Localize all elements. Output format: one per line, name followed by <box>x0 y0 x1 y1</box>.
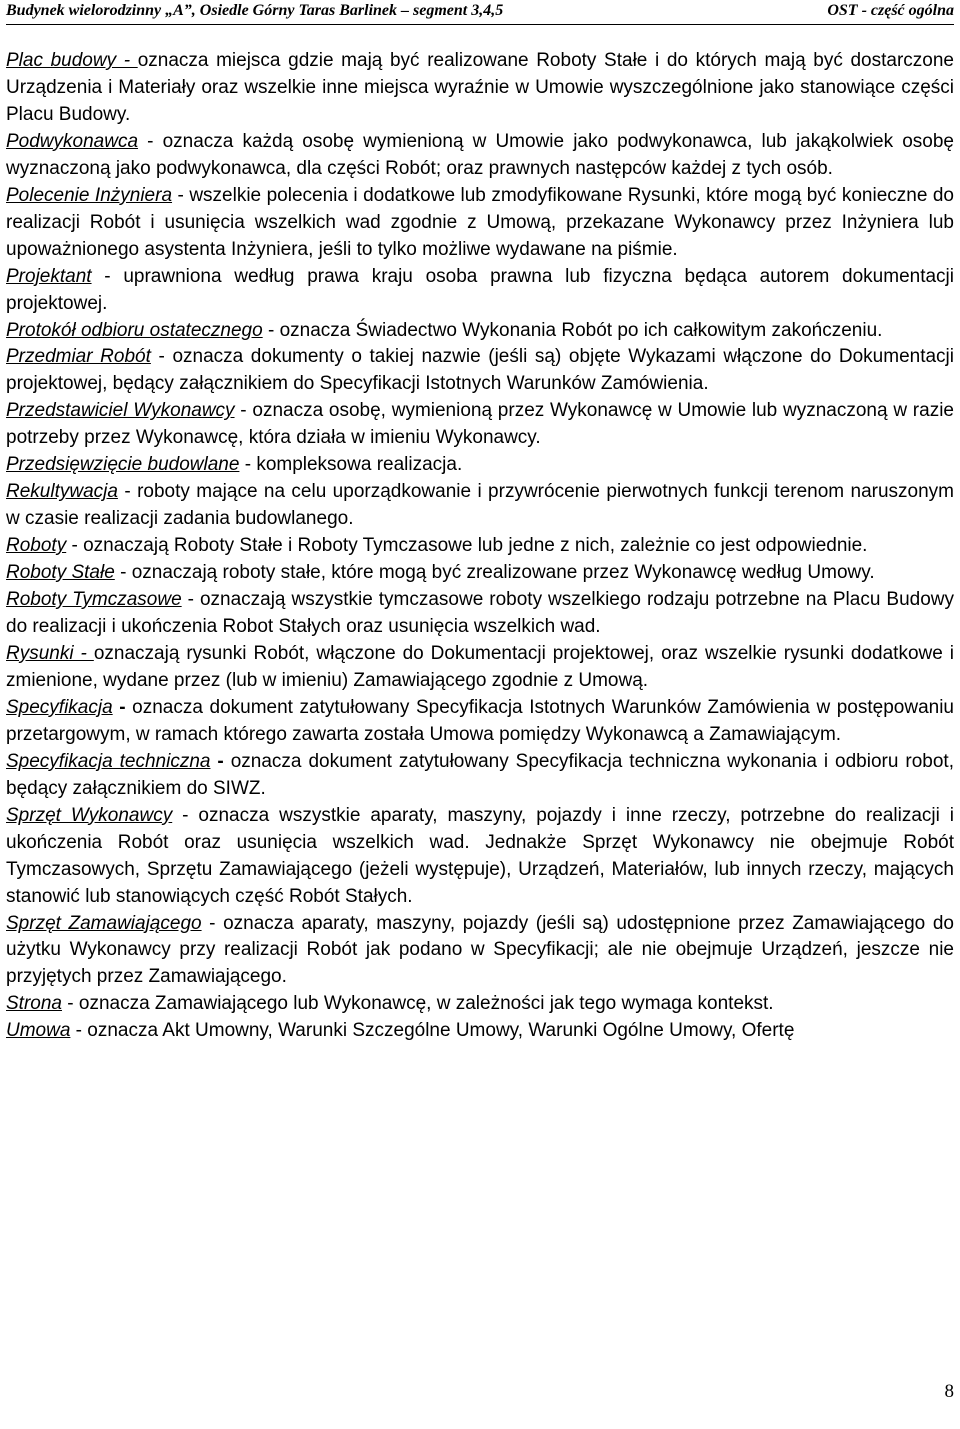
definition-podwykonawca <box>6 129 954 183</box>
definition-text: uprawniona według prawa kraju osoba prawna lub fizyczna będąca autorem dokumentacji projektowej. <box>6 265 954 314</box>
definition-term: Strona <box>6 993 62 1015</box>
definition-specyfikacja <box>6 695 954 749</box>
definition-term: Projektant <box>6 265 92 287</box>
page-number: 8 <box>944 1381 954 1402</box>
definition-separator: - <box>66 535 84 557</box>
definition-rysunki <box>6 641 954 695</box>
definition-term: Rekultywacja <box>6 481 118 503</box>
definition-term: Sprzęt Wykonawcy <box>6 804 173 826</box>
definition-term: Przedstawiciel Wykonawcy <box>6 400 235 422</box>
definition-separator: - <box>70 1020 88 1042</box>
definition-separator: - <box>114 562 132 584</box>
definition-text: kompleksowa realizacja. <box>256 454 463 476</box>
definition-text: oznaczają roboty stałe, które mogą być zrealizowane przez Wykonawcę według Umowy. <box>131 562 875 584</box>
definition-separator: - <box>150 346 173 368</box>
definition-separator: - <box>91 265 124 287</box>
definition-term: Przedsięwzięcie budowlane <box>6 454 240 476</box>
definition-sprzet-zamawiajacego <box>6 911 954 992</box>
definition-text: oznacza każdą osobę wymienioną w Umowie jako podwykonawca, lub jakąkolwiek osobę wyznaczoną jako podwykonawca, dla części Robót; oraz prawnych następców każdej z tych osób. <box>6 130 954 179</box>
definition-text: oznacza Zamawiającego lub Wykonawcę, w zależności jak tego wymaga kontekst. <box>78 993 774 1015</box>
definition-separator: - <box>234 400 253 422</box>
definition-text: oznaczają rysunki Robót, włączone do Dokumentacji projektowej, oraz wszelkie rysunki dodatkowe i zmienione, wydane przez (lub w imieniu) Zamawiającego zgodnie z Umową. <box>6 642 954 691</box>
definition-term: Rysunki - <box>6 642 94 664</box>
definition-strona <box>6 991 954 1018</box>
definition-text: oznacza dokumenty o takiej nazwie (jeśli są) objęte Wykazami włączone do Dokumentacji projektowej, będący załącznikiem do Specyfikacji Istotnych Warunków Zamówienia. <box>6 346 954 395</box>
definition-separator: - <box>172 184 190 206</box>
definition-text: oznacza wszystkie aparaty, maszyny, pojazdy i inne rzeczy, potrzebne do realizacji i ukończenia Robót oraz usunięcia wszelkich wad. Jednakże Sprzęt Wykonawcy nie obejmuje Robót Tymczasowych, Sprzętu Zamawiającego (jeżeli występuje), Urządzeń, Materiałów, lub innych rzeczy, mających stanowić lub stanowiących część Robót Stałych. <box>6 804 954 907</box>
definition-text: wszelkie polecenia i dodatkowe lub zmodyfikowane Rysunki, które mogą być konieczne do realizacji Robót i usunięcia wszelkich wad zgodnie z Umową, przekazane Wykonawcy przez Inżyniera lub upoważnionego asystenta Inżyniera, jeśli to tylko możliwe wydawane na piśmie. <box>6 184 954 260</box>
definition-separator: - <box>112 696 133 718</box>
definition-separator: - <box>181 589 200 611</box>
definition-text: oznacza dokument zatytułowany Specyfikacja techniczna wykonania i odbioru robot, będący załącznikiem do SIWZ. <box>6 750 954 799</box>
definition-term: Roboty Tymczasowe <box>6 589 182 611</box>
definition-separator: - <box>239 454 257 476</box>
definition-roboty-stale <box>6 560 954 587</box>
definition-text: oznaczają Roboty Stałe i Roboty Tymczasowe lub jedne z nich, zależnie co jest odpowiednie. <box>83 535 868 557</box>
definition-term: Podwykonawca <box>6 130 139 152</box>
definition-polecenie-inzyniera <box>6 183 954 264</box>
definition-text: oznacza Świadectwo Wykonania Robót po ich całkowitym zakończeniu. <box>279 319 883 341</box>
definition-specyfikacja-techniczna <box>6 749 954 803</box>
definition-umowa <box>6 1018 954 1045</box>
definition-sprzet-wykonawcy <box>6 803 954 911</box>
page-header <box>6 0 954 25</box>
definition-roboty <box>6 533 954 560</box>
definition-term: Plac budowy - <box>6 50 138 71</box>
definition-separator: - <box>117 481 138 503</box>
definition-text: oznacza miejsca gdzie mają być realizowane Roboty Stałe i do których mają być dostarczone Urządzenia i Materiały oraz wszelkie inne miejsca wyraźnie w Umowie wyszczególnione jako stanowiące części Placu Budowy. <box>6 50 954 125</box>
definition-term: Roboty Stałe <box>6 562 115 584</box>
definition-term: Umowa <box>6 1020 71 1042</box>
definition-text: roboty mające na celu uporządkowanie i przywrócenie pierwotnych funkcji terenom naruszonym w czasie realizacji zadania budowlanego. <box>6 481 954 530</box>
definition-term: Polecenie Inżyniera <box>6 184 173 206</box>
definition-separator: - <box>172 804 199 826</box>
header-section-title: OST - część ogólna <box>827 2 954 19</box>
definition-term: Protokół odbioru ostatecznego <box>6 319 263 341</box>
definition-term: Specyfikacja techniczna <box>6 750 211 772</box>
definition-roboty-tymczasowe <box>6 587 954 641</box>
definition-plac-budowy <box>6 48 954 129</box>
definition-przedsiewziecie-budowlane <box>6 452 954 479</box>
definition-term: Przedmiar Robót <box>6 346 151 368</box>
definition-text: oznacza osobę, wymienioną przez Wykonawcę w Umowie lub wyznaczoną w razie potrzeby przez Wykonawcę, która działa w imieniu Wykonawcy. <box>6 400 954 449</box>
definition-protokol-odbioru <box>6 318 954 345</box>
definition-przedmiar-robot <box>6 344 954 398</box>
definition-text: oznacza aparaty, maszyny, pojazdy (jeśli są) udostępnione przez Zamawiającego do użytku Wykonawcy przy realizacji Robót jak podano w Specyfikacji; ale nie obejmuje Urządzeń, jeszcze nie przyjętych przez Zamawiającego. <box>6 912 954 988</box>
definition-term: Roboty <box>6 535 67 557</box>
definition-text: oznaczają wszystkie tymczasowe roboty wszelkiego rodzaju potrzebne na Placu Budowy do realizacji i ukończenia Robot Stałych oraz usunięcia wszelkich wad. <box>6 589 954 638</box>
definition-separator: - <box>138 130 163 152</box>
definition-term: Sprzęt Zamawiającego <box>6 912 202 934</box>
definitions-list <box>6 48 954 1045</box>
definition-text: oznacza dokument zatytułowany Specyfikacja Istotnych Warunków Zamówienia w postępowaniu przetargowym, w ramach którego zawarta została Umowa pomiędzy Wykonawcą a Zamawiającym. <box>6 696 954 745</box>
definition-separator: - <box>262 319 280 341</box>
definition-separator: - <box>61 993 79 1015</box>
definition-term: Specyfikacja <box>6 696 113 718</box>
definition-separator: - <box>210 750 231 772</box>
definition-text: oznacza Akt Umowny, Warunki Szczególne Umowy, Warunki Ogólne Umowy, Ofertę <box>87 1020 795 1042</box>
definition-rekultywacja <box>6 479 954 533</box>
definition-przedstawiciel-wykonawcy <box>6 398 954 452</box>
header-document-title: Budynek wielorodzinny „A”, Osiedle Górny Taras Barlinek – segment 3,4,5 <box>6 2 504 19</box>
definition-projektant <box>6 264 954 318</box>
definition-separator: - <box>201 912 224 934</box>
